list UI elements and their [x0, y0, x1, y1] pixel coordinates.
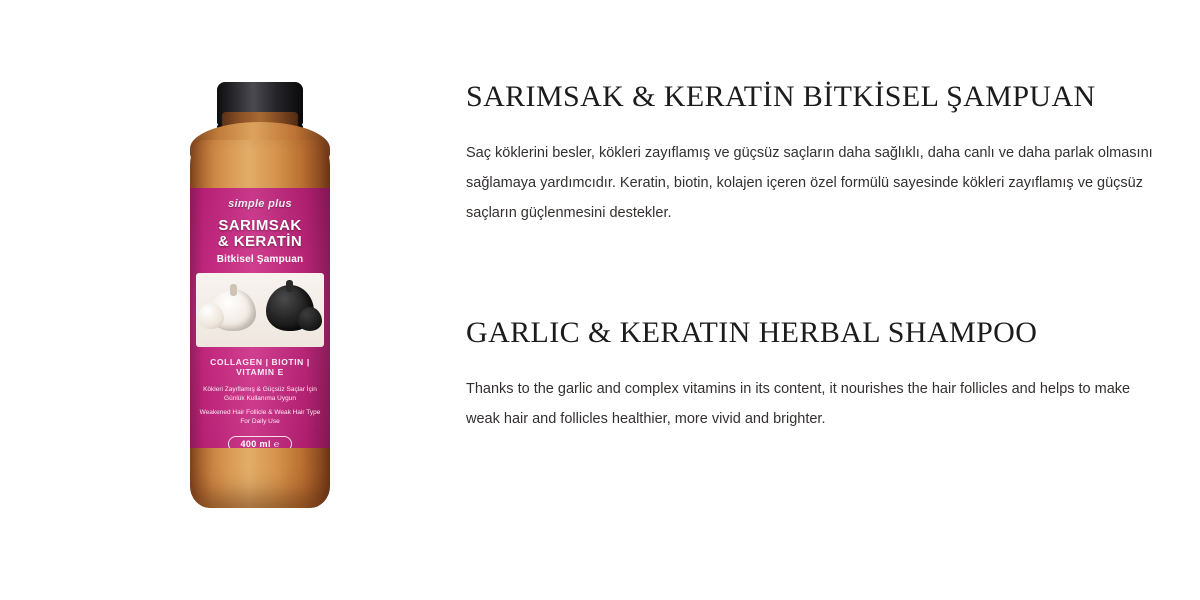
volume-badge: 400 ml ℮ — [228, 436, 292, 448]
bottle-label — [190, 188, 330, 448]
white-garlic-clove-icon — [198, 303, 224, 329]
product-image — [160, 60, 380, 510]
claim-english — [190, 408, 330, 426]
brand-name: simple plus — [228, 198, 292, 210]
black-garlic-clove-icon — [298, 307, 322, 331]
claim-turkish — [190, 385, 330, 403]
claim-english-line-2: For Daily Use — [240, 418, 280, 425]
ingredients-line: COLLAGEN | BIOTIN | VITAMIN E — [210, 357, 310, 377]
paragraph-turkish: Saç köklerini besler, kökleri zayıflamış ve güçsüz saçların daha sağlıklı, daha canlı ve daha parlak olmasını sağlamaya yardımcıdır. Keratin, biotin, kolajen içeren özel formülü sayesinde kökleri zayıflamış ve güçsüz saçların güçlenmesini destekler. — [466, 145, 1153, 221]
claim-turkish-line-1: Kökleri Zayıflamış & Güçsüz Saçlar İçin — [203, 386, 317, 393]
label-title — [190, 218, 330, 250]
garlic-illustration — [196, 273, 324, 347]
label-subtitle: Bitkisel Şampuan — [216, 254, 304, 265]
label-title-line-1: SARIMSAK — [218, 217, 302, 234]
claim-english-line-1: Weakened Hair Follicle & Weak Hair Type — [199, 409, 321, 416]
heading-english: GARLIC & KERATIN HERBAL SHAMPOO — [466, 316, 1038, 349]
claim-turkish-line-2: Günlük Kullanıma Uygun — [224, 395, 296, 402]
description-column — [466, 78, 1166, 434]
heading-turkish: SARIMSAK & KERATİN BİTKİSEL ŞAMPUAN — [466, 80, 1096, 113]
paragraph-english: Thanks to the garlic and complex vitamins in its content, it nourishes the hair follicles and helps to make weak hair and follicles healthier, more vivid and brighter. — [466, 381, 1131, 427]
label-title-line-2: & KERATİN — [217, 233, 303, 250]
